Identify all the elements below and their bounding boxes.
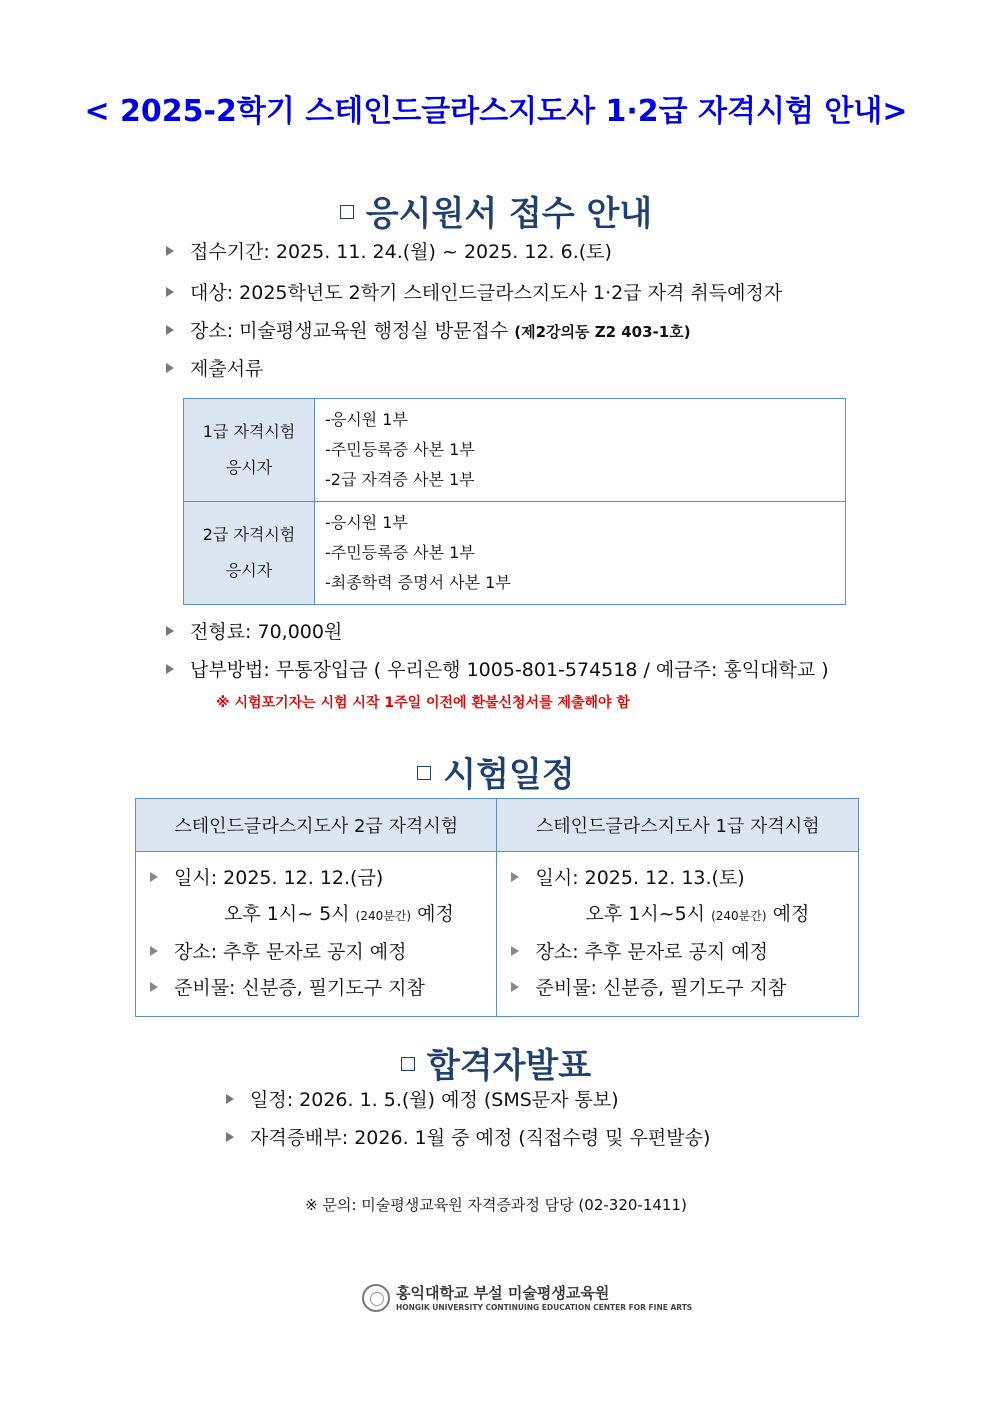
square-bullet-icon xyxy=(340,205,354,219)
section-heading-schedule xyxy=(0,747,992,796)
schedule-cell xyxy=(136,852,497,1017)
exam-duration: (240분간) xyxy=(711,909,767,923)
logo-english-name: HONGIK UNIVERSITY CONTINUING EDUCATION CENTER FOR FINE ARTS xyxy=(396,1303,693,1312)
exam-supplies: 준비물: 신분증, 필기도구 지참 xyxy=(174,977,425,999)
triangle-bullet-icon xyxy=(166,246,174,256)
square-bullet-icon xyxy=(417,766,431,780)
table-items-cell xyxy=(315,502,846,605)
schedule-cell xyxy=(497,852,859,1017)
triangle-bullet-icon xyxy=(166,287,174,297)
results-schedule-text: 일정: 2026. 1. 5.(월) 예정 (SMS문자 통보) xyxy=(250,1089,619,1111)
exam-supplies: 준비물: 신분증, 필기도구 지참 xyxy=(535,977,787,999)
refund-notice: ※ 시험포기자는 시험 시작 1주일 이전에 환불신청서를 제출해야 함 xyxy=(216,695,630,711)
exam-place: 장소: 추후 문자로 공지 예정 xyxy=(174,941,407,963)
column-header: 스테인드글라스지도사 1급 자격시험 xyxy=(497,799,859,852)
list-item: -주민등록증 사본 1부 xyxy=(325,440,475,459)
exam-duration: (240분간) xyxy=(355,909,412,923)
group-label: 응시자 xyxy=(225,561,273,580)
group-label: 2급 자격시험 xyxy=(202,525,296,544)
documents-label: 제출서류 xyxy=(190,358,264,380)
bullet-place xyxy=(166,316,691,343)
fee-text: 전형료: 70,000원 xyxy=(190,621,343,643)
triangle-bullet-icon xyxy=(511,946,519,956)
bullet-results-schedule xyxy=(226,1085,619,1112)
period-text: 접수기간: 2025. 11. 24.(월) ~ 2025. 12. 6.(토) xyxy=(190,241,612,263)
list-item: -응시원 1부 xyxy=(325,410,408,429)
institution-logo xyxy=(362,1282,693,1316)
triangle-bullet-icon xyxy=(166,325,174,335)
column-header: 스테인드글라스지도사 2급 자격시험 xyxy=(136,799,497,852)
triangle-bullet-icon xyxy=(166,363,174,373)
table-header-row xyxy=(136,799,859,852)
triangle-bullet-icon xyxy=(166,664,174,674)
list-item: -주민등록증 사본 1부 xyxy=(325,543,475,562)
contact-info: ※ 문의: 미술평생교육원 자격증과정 담당 (02-320-1411) xyxy=(305,1196,687,1214)
section-title: 합격자발표 xyxy=(426,1046,592,1086)
certificate-text: 자격증배부: 2026. 1월 중 예정 (직접수령 및 우편발송) xyxy=(250,1127,711,1149)
bullet-payment xyxy=(166,655,829,682)
schedule-table xyxy=(135,798,859,1017)
exam-time-suffix: 예정 xyxy=(772,903,810,925)
list-item: -응시원 1부 xyxy=(325,513,408,532)
table-row xyxy=(184,399,846,502)
triangle-bullet-icon xyxy=(150,982,158,992)
triangle-bullet-icon xyxy=(511,982,519,992)
table-row xyxy=(136,852,859,1017)
table-row xyxy=(184,502,846,605)
exam-time-suffix: 예정 xyxy=(417,903,454,925)
university-seal-icon xyxy=(362,1284,390,1312)
table-group-cell xyxy=(184,399,315,502)
group-label: 1급 자격시험 xyxy=(202,422,296,441)
place-text: 장소: 미술평생교육원 행정실 방문접수 xyxy=(190,320,509,342)
section-heading-application xyxy=(0,186,992,235)
page-title: < 2025-2학기 스테인드글라스지도사 1·2급 자격시험 안내> xyxy=(84,94,908,129)
triangle-bullet-icon xyxy=(511,872,519,882)
triangle-bullet-icon xyxy=(150,946,158,956)
exam-place: 장소: 추후 문자로 공지 예정 xyxy=(535,941,768,963)
payment-text: 납부방법: 무통장입금 ( 우리은행 1005-801-574518 / 예금주: 홍익대학교 ) xyxy=(190,659,829,681)
exam-time: 오후 1시~ 5시 xyxy=(224,903,350,925)
exam-time: 오후 1시~5시 xyxy=(585,903,706,925)
exam-date: 일시: 2025. 12. 13.(토) xyxy=(535,867,745,889)
target-text: 대상: 2025학년도 2학기 스테인드글라스지도사 1·2급 자격 취득예정자 xyxy=(190,282,783,304)
section-heading-results xyxy=(0,1038,992,1087)
group-label: 응시자 xyxy=(225,458,273,477)
bullet-target xyxy=(166,278,782,305)
section-title: 응시원서 접수 안내 xyxy=(365,194,653,234)
list-item: -최종학력 증명서 사본 1부 xyxy=(325,573,511,592)
documents-table xyxy=(183,398,846,605)
square-bullet-icon xyxy=(401,1057,415,1071)
triangle-bullet-icon xyxy=(166,626,174,636)
section-title: 시험일정 xyxy=(443,755,575,795)
bullet-period xyxy=(166,237,612,264)
place-detail: (제2강의동 Z2 403-1호) xyxy=(514,323,691,341)
bullet-certificate xyxy=(226,1123,710,1150)
triangle-bullet-icon xyxy=(226,1132,234,1142)
table-group-cell xyxy=(184,502,315,605)
triangle-bullet-icon xyxy=(226,1094,234,1104)
bullet-fee xyxy=(166,617,342,644)
bullet-documents xyxy=(166,354,263,381)
list-item: -2급 자격증 사본 1부 xyxy=(325,470,475,489)
table-items-cell xyxy=(315,399,846,502)
logo-name: 홍익대학교 부설 미술평생교육원 xyxy=(396,1284,610,1302)
exam-date: 일시: 2025. 12. 12.(금) xyxy=(174,867,384,889)
triangle-bullet-icon xyxy=(150,872,158,882)
